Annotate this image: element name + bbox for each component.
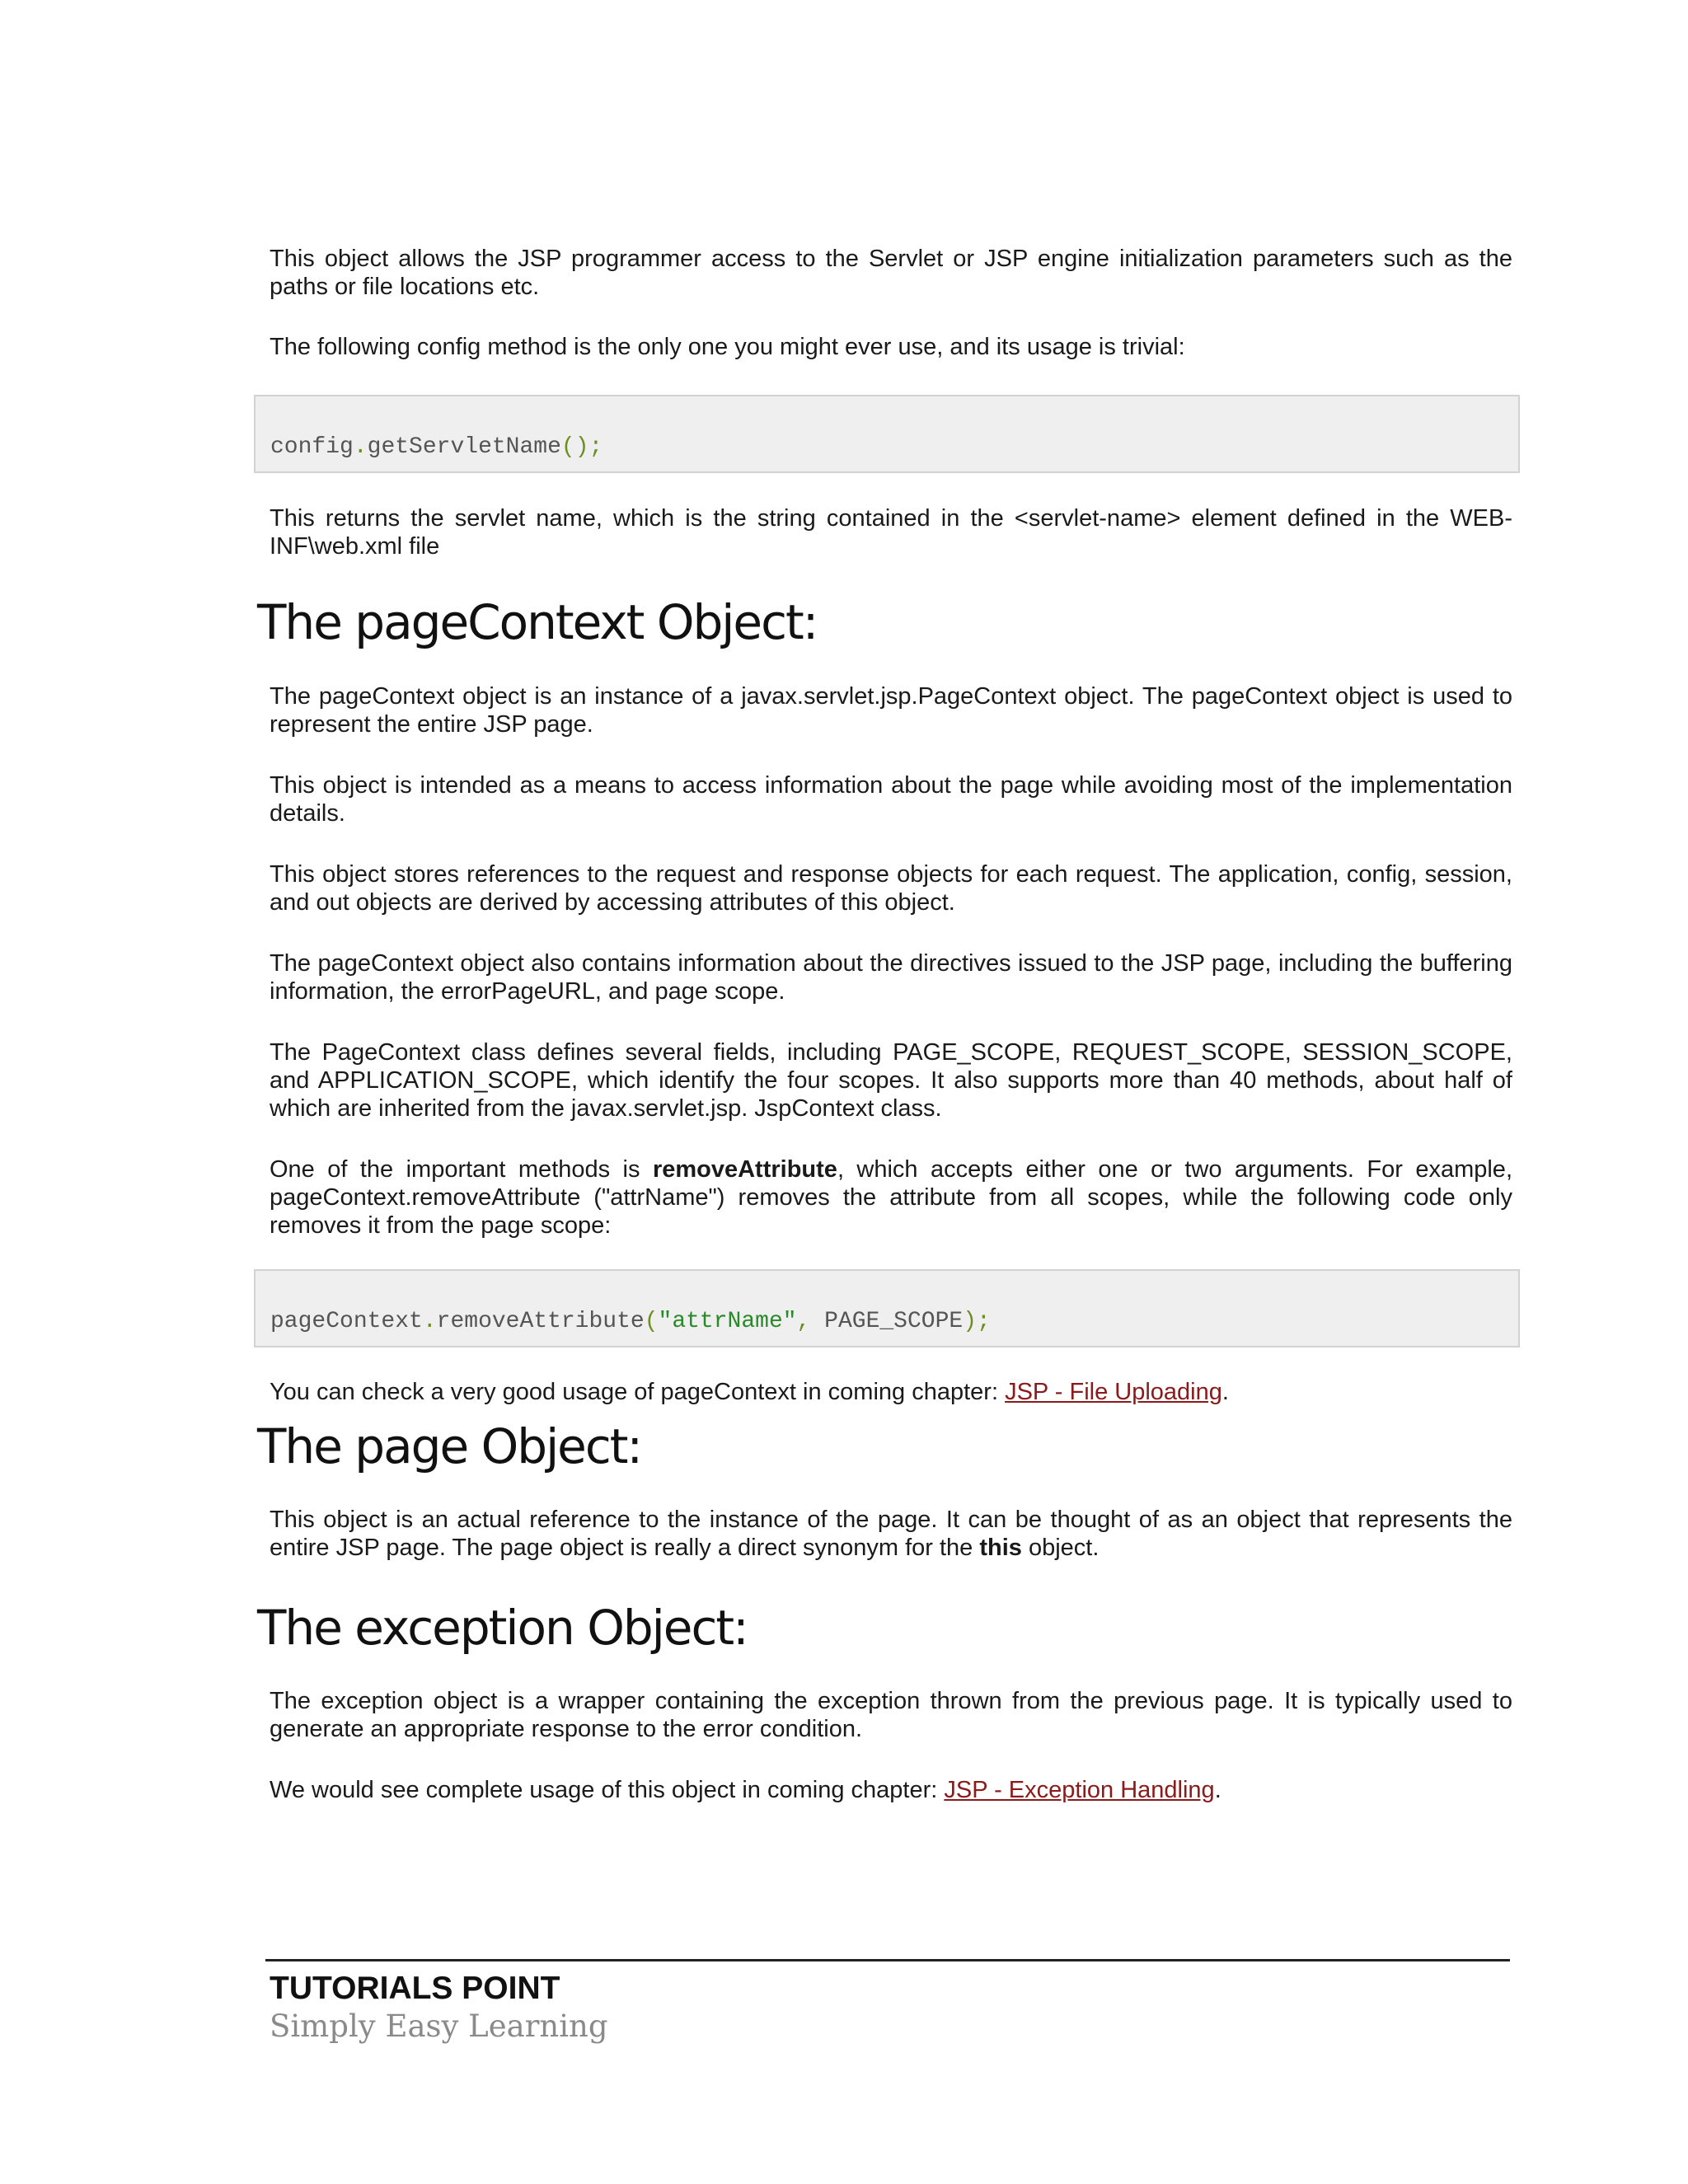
heading-pagecontext-object: The pageContext Object: xyxy=(257,594,818,650)
code-token-object: pageContext xyxy=(270,1309,423,1334)
exception-paragraph-usage xyxy=(270,1776,1512,1804)
pagecontext-paragraph-removeattribute xyxy=(270,1155,1512,1240)
link-jsp-file-uploading[interactable]: JSP - File Uploading xyxy=(1005,1379,1222,1405)
intro-paragraph-config-method: The following config method is the only one you might ever use, and its usage is trivial: xyxy=(270,334,1185,360)
footer-tagline: Simply Easy Learning xyxy=(270,2008,608,2044)
exception-usage-text-after: . xyxy=(1214,1777,1221,1803)
code-token-open-paren: ( xyxy=(644,1309,659,1334)
code-token-method: getServletName xyxy=(367,434,561,460)
intro-paragraph-config-access: This object allows the JSP programmer access to the Servlet or JSP engine initialization parameters such as the paths or file locations etc. xyxy=(270,246,1512,300)
exception-usage-text-before: We would see complete usage of this object in coming chapter: xyxy=(270,1777,945,1803)
removeattribute-bold-term: removeAttribute xyxy=(652,1156,837,1183)
usage-text-after: . xyxy=(1221,1379,1229,1405)
code-token-constant-arg: PAGE_SCOPE xyxy=(824,1309,964,1334)
heading-page-object: The page Object: xyxy=(257,1418,642,1474)
code-token-comma: , xyxy=(796,1309,825,1334)
code-token-dot: . xyxy=(353,434,368,460)
pagecontext-paragraph-instance: The pageContext object is an instance of a javax.servlet.jsp.PageContext object. The pageContext object is used to represent the entire JSP page. xyxy=(270,683,1512,738)
link-jsp-exception-handling[interactable]: JSP - Exception Handling xyxy=(944,1777,1215,1803)
pagecontext-paragraph-directives: The pageContext object also contains information about the directives issued to the JSP page, including the buffering information, the errorPageURL, and page scope. xyxy=(270,950,1512,1005)
page-object-text-before: This object is an actual reference to the instance of the page. It can be thought of as an object that represents the entire JSP page. The page object is really a direct synonym for the xyxy=(270,1507,1512,1561)
removeattribute-text-before: One of the important methods is xyxy=(270,1156,653,1183)
page-object-paragraph xyxy=(270,1506,1512,1562)
usage-text-before: You can check a very good usage of pageContext in coming chapter: xyxy=(270,1379,1006,1405)
code-token-call: (); xyxy=(560,434,603,460)
code-token-object: config xyxy=(270,434,354,460)
footer-brand: TUTORIALS POINT xyxy=(270,1971,560,2006)
heading-exception-object: The exception Object: xyxy=(257,1600,748,1656)
code-token-method: removeAttribute xyxy=(436,1309,645,1334)
intro-paragraph-servlet-name: This returns the servlet name, which is the string contained in the <servlet-name> element defined in the WEB-INF\web.xml file xyxy=(270,505,1512,560)
pagecontext-paragraph-usage xyxy=(270,1378,1512,1406)
removeattribute-text-after: , which accepts either one or two arguments. For example, pageContext.removeAttribute ("attrName") removes the attribute from all scopes, while the following code only removes it from the page scope: xyxy=(270,1156,1512,1239)
pagecontext-paragraph-intended: This object is intended as a means to access information about the page while avoiding most of the implementation details. xyxy=(270,772,1512,827)
code-block-config xyxy=(254,395,1520,473)
exception-paragraph-wrapper: The exception object is a wrapper containing the exception thrown from the previous page. It is typically used to generate an appropriate response to the error condition. xyxy=(270,1688,1512,1742)
code-config-getservletname xyxy=(270,434,603,462)
footer-divider xyxy=(265,1959,1510,1961)
page-object-text-after: object. xyxy=(1021,1535,1100,1561)
code-token-dot: . xyxy=(422,1309,437,1334)
code-token-string-arg: "attrName" xyxy=(658,1309,797,1334)
pagecontext-paragraph-fields: The PageContext class defines several fields, including PAGE_SCOPE, REQUEST_SCOPE, SESSION_SCOPE, and APPLICATION_SCOPE, which identify the four scopes. It also supports more than 40 methods, about half of which are inherited from the javax.servlet.jsp. JspContext class. xyxy=(270,1039,1512,1122)
pagecontext-paragraph-references: This object stores references to the request and response objects for each request. The application, config, session, and out objects are derived by accessing attributes of this object. xyxy=(270,861,1512,916)
code-token-close: ); xyxy=(963,1309,991,1334)
code-pagecontext-removeattribute xyxy=(270,1308,991,1336)
code-block-removeattribute xyxy=(254,1269,1520,1347)
page-object-bold-this: this xyxy=(979,1535,1022,1561)
